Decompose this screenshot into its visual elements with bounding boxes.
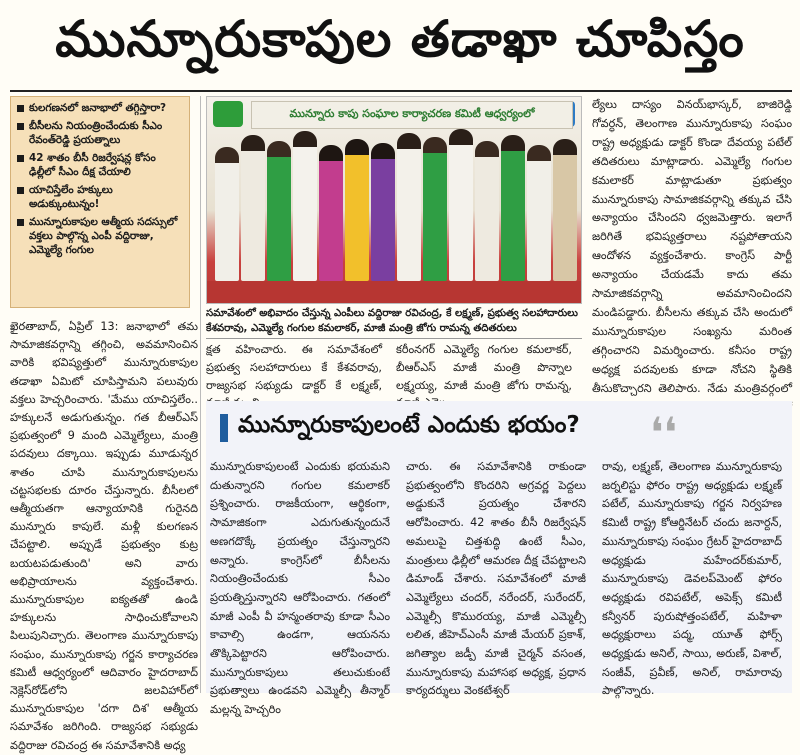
subsection-heading xyxy=(220,408,780,457)
highlight-text: కులగణనలో జనాభాలో తగ్గిస్తారా? xyxy=(29,102,167,114)
article-mid-column-1: క్షత వహించారు. ఈ సమావేశంలో ప్రభుత్వ సలహాదారులు కే కేశవరావు, రాజ్యసభ సభ్యుడు డాక్టర్ కే లక్ష్మణ్, xyxy=(206,343,382,392)
person-figure xyxy=(397,133,421,281)
person-figure xyxy=(527,145,551,281)
person-figure xyxy=(423,137,447,281)
quote-marks-icon: ❛❛ xyxy=(650,408,678,457)
person-figure xyxy=(371,143,395,281)
photo-caption: సమావేశంలో అభివాదం చేస్తున్న ఎంపీలు వద్దిరాజు రవిచంద్ర, కే లక్ష్మణ్, ప్రభుత్వ సలహాదారులు కేశవరావు, ఎమ్మెల్యే గంగుల కమలాకర్, మాజీ మంత్రి జోగు రామన్న తదితరులు xyxy=(206,308,578,334)
highlight-item xyxy=(17,119,183,147)
party-logo-icon xyxy=(213,101,243,127)
bullet-square-icon xyxy=(17,219,24,226)
person-figure xyxy=(215,147,239,281)
highlight-item xyxy=(17,151,183,179)
highlight-item xyxy=(17,101,183,115)
person-figure xyxy=(293,131,317,281)
subsection-title: మున్నూరుకాపులంటే ఎందుకు భయం? xyxy=(238,412,580,438)
caption-rule xyxy=(206,338,582,339)
headline-rule xyxy=(10,90,792,92)
subsection-column-3: రావు, లక్ష్మణ్, తెలంగాణ మున్నూరుకాపు జర్నలిస్టు ఫోరం రాష్ట్ర అధ్యక్షుడు లక్ష్మణ్ పటేల్, మున్నూరుకాపు గర్జన నిర్వహణ కమిటీ రాష్ట్ర కోఆర్డినేటర్ చందు జనార్దన్, మున్నూరుకాపు సంఘం గ్రేటర్ హైదరాబాద్ అధ్యక్షుడు మహేందర్‌కుమార్, మున్నూరుకాపు డెవలప్‌మెంట్ ఫోరం అధ్యక్షుడు రవిపటేల్, అపెక్స్ కమిటీ కన్వీనర్ పురుషోత్తంపటేల్, మహిళా అధ్యక్షురాలు పద్మ, యూత్ ఫోర్స్ అధ్యక్షుడు అనిల్, సాయి, అరుణ్, విశాల్, సంజీవ్, ప్రవీణ్, అనిల్, రామారావు పాల్గొన్నారు. xyxy=(602,460,782,698)
bullet-square-icon xyxy=(17,187,24,194)
person-figure xyxy=(267,141,291,281)
article-left-column: ఖైరతాబాద్, ఏప్రిల్ 13: జనాభాలో తమ సామాజికవర్గాన్ని తగ్గించి, అవమానించిన వారికి భవిష్యత్తులో మున్నూరుకాపుల తడాఖా ఏమిటో చూపిస్తామని పలువురు వక్తలు హెచ్చరించారు. 'మేము యాచిస్తలేం.. హక్కులనే అడుగుతున్నం. గత బీఆర్ఎస్ ప్రభుత్వంలో 9 మంది ఎమ్మెల్యేలు, మంత్రి పదవులు దక్కాయి. ఇప్పుడు మూడున్నర శాతం చూపి మున్నూరుకాపులను చట్టసభలకు దూరం చేస్తున్నారు. బీసీలలో ఆత్మీయతగా ఆన్యాయానికి గురైనది మున్నూరు కాపులే. మళ్లీ కులగణన చేపట్టాలి. అప్పుడే ప్రభుత్వం కుట్ర బయటపడుతుంది' అని వారు అభిప్రాయాలను వ్యక్తంచేశారు. మున్నూరుకాపుల ఐక్యతతో ఉండి హక్కులను సాధించుకోవాలని పిలుపునిచ్చారు. తెలంగాణ మున్నూరుకాపు సంఘం, మున్నూరుకాపు గర్జన కార్యాచరణ కమిటీ ఆధ్వర్యంలో ఆదివారం హైదరాబాద్ నెక్లెస్‌రోడ్‌లోని జలవిహార్‌లో మున్నూరుకాపుల 'దగా దిశ' ఆత్మీయ సమావేశం జరిగింది. రాజ్యసభ సభ్యుడు వద్దిరాజు రవిచంద్ర ఈ సమావేశానికి అధ్య xyxy=(10,320,198,752)
person-figure xyxy=(345,139,369,281)
stage-banner xyxy=(251,101,573,129)
person-figure xyxy=(449,129,473,281)
highlight-text: మున్నూరుకాపుల ఆత్మీయ సదస్సులో వక్తలు పాల్గొన్న ఎంపీ వద్దిరాజు, ఎమ్మెల్యే గంగుల xyxy=(29,216,178,256)
stage-carpet xyxy=(207,281,581,303)
highlight-text: 42 శాతం బీసీ రిజర్వేషన్ల కోసం ఢిల్లీలో సీఎం దీక్ష చేయాలి xyxy=(29,152,156,178)
person-figure xyxy=(475,141,499,281)
subsection-column-2: చారు. ఈ సమావేశానికి రాకుండా ప్రభుత్వంలోని కొందరిని అగ్రవర్ణ పెద్దలు అడ్డుకునే ప్రయత్నం చేశారని ఆరోపించారు. 42 శాతం బీసీ రిజర్వేషన్ అమలుపై చిత్తశుద్ధి ఉంటే సీఎం, మంత్రులు ఢిల్లీలో ఆమరణ దీక్ష చేపట్టాలని డిమాండ్ చేశారు. సమావేశంలో మాజీ ఎమ్మెల్యేలు చందర్, నరేందర్, సురేందర్, ఎమ్మెల్సీ కొమురయ్య, మాజీ ఎమ్మెల్సీ లలిత, జీహెచ్ఎంసీ మాజీ మేయర్ ప్రకాశ్, జగిత్యాల జడ్పీ మాజీ చైర్మన్ వసంత, మున్నూరుకాపు మహాసభ అధ్యక్ష, ప్రధాన కార్యదర్శులు వెంకటేశ్వర్ xyxy=(406,460,586,698)
article-mid-column-2: కరీంనగర్ ఎమ్మెల్యే గంగుల కమలాకర్, బీఆర్ఎస్ మాజీ మంత్రి పొన్నాల లక్ష్మయ్య, మాజీ మంత్రి జోగు రామన్న, xyxy=(396,343,572,392)
highlights-list xyxy=(17,101,183,257)
event-photo xyxy=(206,96,582,304)
highlight-text: బీసీలను నియంత్రించేందుకు సీఎం రేవంత్‌రెడ్డి ప్రయత్నాలు xyxy=(29,120,163,146)
highlight-item xyxy=(17,183,183,211)
highlight-item xyxy=(17,215,183,257)
column-divider xyxy=(200,96,201,693)
subsection-column-1: మున్నూరుకాపులంటే ఎందుకు భయమని దుతున్నారని గంగుల కమలాకర్ ప్రశ్నించారు. రాజకీయంగా, ఆర్థికంగా, సామాజికంగా ఎదుగుతున్నందునే అణగదొక్కే ప్రయత్నం చేస్తున్నారని అన్నారు. కాంగ్రెస్‌లో బీసీలను నియంత్రించేందుకు సీఎం ప్రయత్నిస్తున్నారని ఆరోపించారు. గతంలో మాజీ ఎంపీ వీ హన్మంతరావు కూడా సీఎం కావాల్సి ఉండగా, ఆయనను తొక్కిపెట్టారని ఆరోపించారు. మున్నూరుకాపులు తలుచుకుంటే ప్రభుత్వాలు ఉండవని ఎమ్మెల్సీ తీన్మార్ మల్లన్న హెచ్చరిం xyxy=(210,460,390,717)
person-figure xyxy=(501,135,525,281)
highlight-text: యాచిస్తేలేం హక్కులు అడుక్కుంటున్నం! xyxy=(29,184,113,210)
person-figure xyxy=(319,145,343,281)
banner-text: మున్నూరు కాపు సంఘాల కార్యాచరణ కమిటీ ఆధ్వర్యంలో xyxy=(289,107,535,120)
bullet-square-icon xyxy=(17,155,24,162)
heading-accent-bar xyxy=(220,414,228,442)
highlights-box xyxy=(10,96,190,308)
headline-text: మున్నూరుకాపుల తడాఖా చూపిస్తం xyxy=(55,9,745,68)
bullet-square-icon xyxy=(17,105,24,112)
person-figure xyxy=(241,135,265,281)
person-figure xyxy=(553,139,577,281)
article-right-column: ల్యేలు దాస్యం వినయ్‌భాస్కర్, బాజిరెడ్డి గోవర్ధన్, తెలంగాణ మున్నూరుకాపు సంఘం రాష్ట్ర అధ్యక్షుడు డాక్టర్ కొండా దేవయ్య పటేల్ తదితరులు మాట్లాడారు. ఎమ్మెల్యే గంగుల కమలాకర్ మాట్లాడుతూ ప్రభుత్వం మున్నూరుకాపు సామాజికవర్గాన్ని తక్కువ చేసి అన్యాయం చేసిందని ధ్వజమెత్తారు. ఇలాగే జరిగితే భవిష్యత్తరాలు నష్టపోతాయని ఆందోళన వ్యక్తంచేశారు. కాంగ్రెస్ పార్టీ అన్యాయం చేయడమే కాదు తమ సామాజికవర్గాన్ని అవమానించిందని మండిపడ్డారు. బీసీలను తక్కువ చేసి అందులో మున్నూరుకాపుల సంఖ్యను మరింత తగ్గించారని విమర్శించారు. కనీసం రాష్ట్ర అధ్యక్ష పదవులకు కూడా నోచని స్థితికి తీసుకొచ్చారని తెలిపారు. నేడు మంత్రివర్గంలో xyxy=(592,98,792,395)
headline xyxy=(0,0,800,90)
bullet-square-icon xyxy=(17,123,24,130)
